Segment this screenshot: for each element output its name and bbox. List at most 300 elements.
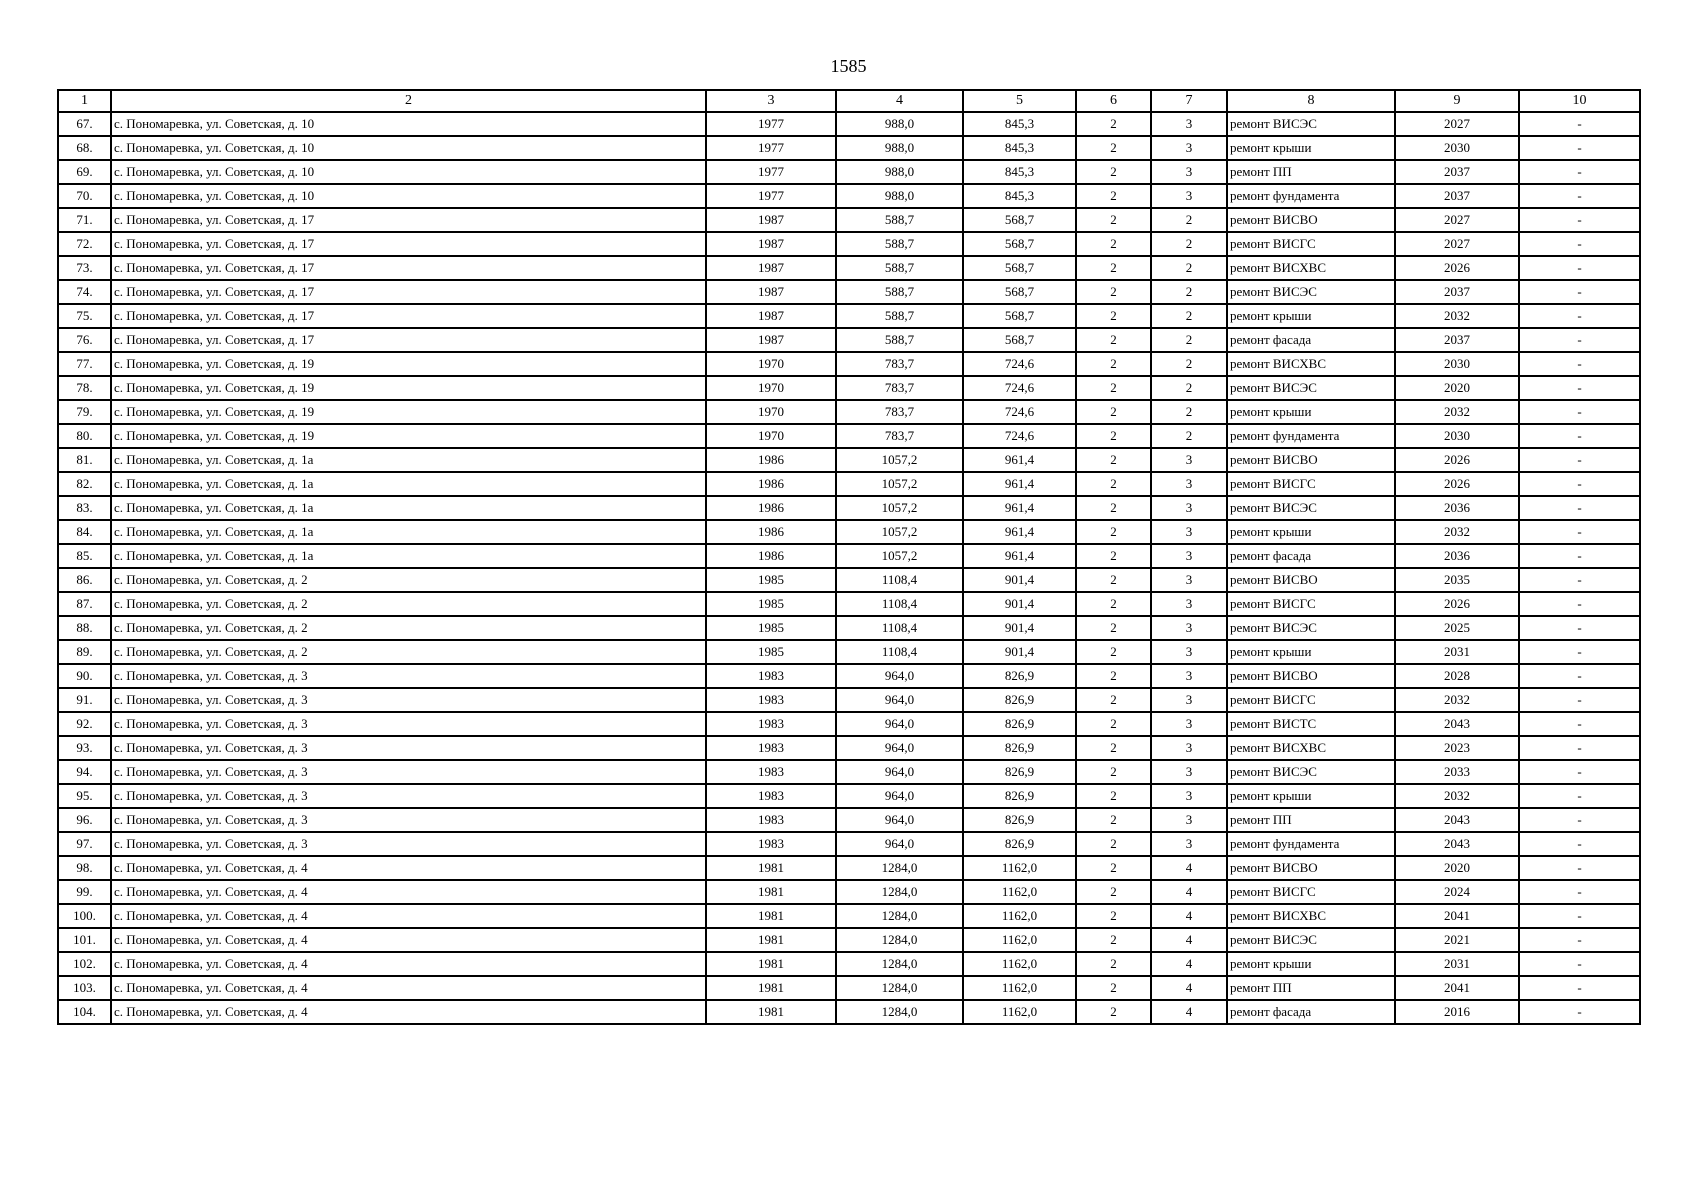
cell-row-number: 90.	[58, 664, 111, 688]
cell-year-built: 1986	[706, 496, 836, 520]
cell-total-area: 588,7	[836, 256, 963, 280]
table-row	[58, 640, 1640, 664]
cell-year-built: 1986	[706, 472, 836, 496]
cell-row-number: 68.	[58, 136, 111, 160]
cell-address: с. Пономаревка, ул. Советская, д. 17	[111, 208, 706, 232]
cell-year-built: 1981	[706, 952, 836, 976]
cell-work-type: ремонт ВИСГС	[1227, 880, 1395, 904]
cell-note: -	[1519, 544, 1640, 568]
cell-work-type: ремонт ВИСГС	[1227, 232, 1395, 256]
cell-note: -	[1519, 880, 1640, 904]
cell-row-number: 102.	[58, 952, 111, 976]
cell-address: с. Пономаревка, ул. Советская, д. 1а	[111, 448, 706, 472]
cell-row-number: 85.	[58, 544, 111, 568]
cell-floors: 2	[1076, 904, 1151, 928]
cell-work-type: ремонт ПП	[1227, 808, 1395, 832]
cell-entrances: 3	[1151, 160, 1227, 184]
cell-planned-year: 2041	[1395, 976, 1519, 1000]
cell-planned-year: 2032	[1395, 400, 1519, 424]
cell-note: -	[1519, 712, 1640, 736]
cell-row-number: 100.	[58, 904, 111, 928]
table-row	[58, 568, 1640, 592]
cell-address: с. Пономаревка, ул. Советская, д. 3	[111, 688, 706, 712]
cell-floors: 2	[1076, 208, 1151, 232]
cell-planned-year: 2031	[1395, 640, 1519, 664]
cell-living-area: 961,4	[963, 520, 1076, 544]
cell-planned-year: 2021	[1395, 928, 1519, 952]
cell-entrances: 4	[1151, 952, 1227, 976]
cell-entrances: 3	[1151, 760, 1227, 784]
cell-work-type: ремонт ВИСЭС	[1227, 496, 1395, 520]
cell-entrances: 3	[1151, 112, 1227, 136]
cell-address: с. Пономаревка, ул. Советская, д. 4	[111, 928, 706, 952]
cell-work-type: ремонт фасада	[1227, 1000, 1395, 1024]
cell-address: с. Пономаревка, ул. Советская, д. 1а	[111, 472, 706, 496]
cell-note: -	[1519, 160, 1640, 184]
table-row	[58, 1000, 1640, 1024]
cell-entrances: 3	[1151, 568, 1227, 592]
cell-address: с. Пономаревка, ул. Советская, д. 10	[111, 136, 706, 160]
cell-floors: 2	[1076, 160, 1151, 184]
cell-row-number: 94.	[58, 760, 111, 784]
table-row	[58, 712, 1640, 736]
cell-address: с. Пономаревка, ул. Советская, д. 1а	[111, 520, 706, 544]
table-header	[58, 90, 1640, 112]
cell-note: -	[1519, 760, 1640, 784]
cell-entrances: 2	[1151, 208, 1227, 232]
cell-floors: 2	[1076, 712, 1151, 736]
cell-living-area: 901,4	[963, 568, 1076, 592]
cell-entrances: 3	[1151, 472, 1227, 496]
cell-floors: 2	[1076, 736, 1151, 760]
cell-note: -	[1519, 520, 1640, 544]
cell-living-area: 568,7	[963, 304, 1076, 328]
cell-work-type: ремонт ВИСЭС	[1227, 112, 1395, 136]
cell-floors: 2	[1076, 568, 1151, 592]
cell-living-area: 568,7	[963, 232, 1076, 256]
cell-living-area: 961,4	[963, 496, 1076, 520]
cell-work-type: ремонт крыши	[1227, 400, 1395, 424]
cell-row-number: 77.	[58, 352, 111, 376]
cell-living-area: 826,9	[963, 688, 1076, 712]
cell-year-built: 1981	[706, 928, 836, 952]
cell-floors: 2	[1076, 112, 1151, 136]
cell-year-built: 1981	[706, 1000, 836, 1024]
column-header-7: 7	[1151, 90, 1227, 112]
table-row	[58, 256, 1640, 280]
cell-planned-year: 2043	[1395, 712, 1519, 736]
table-row	[58, 736, 1640, 760]
cell-row-number: 69.	[58, 160, 111, 184]
cell-planned-year: 2026	[1395, 592, 1519, 616]
cell-entrances: 3	[1151, 736, 1227, 760]
cell-year-built: 1985	[706, 640, 836, 664]
cell-work-type: ремонт ВИСВО	[1227, 568, 1395, 592]
cell-floors: 2	[1076, 760, 1151, 784]
cell-entrances: 4	[1151, 856, 1227, 880]
cell-work-type: ремонт фундамента	[1227, 832, 1395, 856]
cell-note: -	[1519, 304, 1640, 328]
table-row	[58, 880, 1640, 904]
cell-row-number: 71.	[58, 208, 111, 232]
cell-total-area: 588,7	[836, 208, 963, 232]
cell-floors: 2	[1076, 136, 1151, 160]
cell-planned-year: 2030	[1395, 424, 1519, 448]
cell-living-area: 826,9	[963, 760, 1076, 784]
cell-living-area: 1162,0	[963, 856, 1076, 880]
table-row	[58, 304, 1640, 328]
column-header-4: 4	[836, 90, 963, 112]
cell-planned-year: 2032	[1395, 304, 1519, 328]
cell-note: -	[1519, 976, 1640, 1000]
cell-row-number: 79.	[58, 400, 111, 424]
cell-planned-year: 2043	[1395, 808, 1519, 832]
cell-total-area: 1108,4	[836, 592, 963, 616]
cell-entrances: 2	[1151, 280, 1227, 304]
cell-address: с. Пономаревка, ул. Советская, д. 19	[111, 376, 706, 400]
table-body	[58, 112, 1640, 1024]
cell-work-type: ремонт ПП	[1227, 160, 1395, 184]
table-row	[58, 664, 1640, 688]
cell-entrances: 2	[1151, 400, 1227, 424]
cell-row-number: 84.	[58, 520, 111, 544]
cell-row-number: 86.	[58, 568, 111, 592]
table-row	[58, 280, 1640, 304]
cell-work-type: ремонт ВИСВО	[1227, 448, 1395, 472]
cell-total-area: 1108,4	[836, 568, 963, 592]
cell-planned-year: 2037	[1395, 328, 1519, 352]
table-row	[58, 232, 1640, 256]
cell-living-area: 1162,0	[963, 904, 1076, 928]
cell-floors: 2	[1076, 520, 1151, 544]
cell-address: с. Пономаревка, ул. Советская, д. 10	[111, 112, 706, 136]
cell-note: -	[1519, 688, 1640, 712]
cell-row-number: 74.	[58, 280, 111, 304]
cell-planned-year: 2037	[1395, 160, 1519, 184]
cell-row-number: 95.	[58, 784, 111, 808]
cell-address: с. Пономаревка, ул. Советская, д. 17	[111, 232, 706, 256]
cell-floors: 2	[1076, 280, 1151, 304]
cell-entrances: 3	[1151, 784, 1227, 808]
cell-living-area: 961,4	[963, 544, 1076, 568]
cell-total-area: 588,7	[836, 280, 963, 304]
cell-total-area: 588,7	[836, 232, 963, 256]
cell-address: с. Пономаревка, ул. Советская, д. 17	[111, 328, 706, 352]
cell-floors: 2	[1076, 496, 1151, 520]
cell-note: -	[1519, 616, 1640, 640]
cell-total-area: 588,7	[836, 304, 963, 328]
table-row	[58, 904, 1640, 928]
table-row	[58, 544, 1640, 568]
cell-floors: 2	[1076, 664, 1151, 688]
cell-address: с. Пономаревка, ул. Советская, д. 2	[111, 592, 706, 616]
cell-total-area: 1108,4	[836, 616, 963, 640]
repair-schedule-table	[57, 89, 1641, 1025]
cell-floors: 2	[1076, 256, 1151, 280]
cell-work-type: ремонт крыши	[1227, 784, 1395, 808]
cell-year-built: 1986	[706, 520, 836, 544]
cell-total-area: 1057,2	[836, 544, 963, 568]
cell-note: -	[1519, 784, 1640, 808]
cell-living-area: 724,6	[963, 352, 1076, 376]
cell-note: -	[1519, 736, 1640, 760]
cell-note: -	[1519, 232, 1640, 256]
cell-year-built: 1986	[706, 544, 836, 568]
cell-note: -	[1519, 904, 1640, 928]
cell-row-number: 99.	[58, 880, 111, 904]
cell-work-type: ремонт ВИСГС	[1227, 688, 1395, 712]
cell-living-area: 901,4	[963, 592, 1076, 616]
cell-year-built: 1983	[706, 760, 836, 784]
cell-year-built: 1987	[706, 208, 836, 232]
cell-year-built: 1985	[706, 616, 836, 640]
cell-entrances: 3	[1151, 832, 1227, 856]
cell-planned-year: 2031	[1395, 952, 1519, 976]
table-row	[58, 784, 1640, 808]
table-row	[58, 688, 1640, 712]
cell-total-area: 964,0	[836, 664, 963, 688]
cell-work-type: ремонт ВИСГС	[1227, 592, 1395, 616]
cell-floors: 2	[1076, 592, 1151, 616]
cell-row-number: 93.	[58, 736, 111, 760]
cell-total-area: 1057,2	[836, 472, 963, 496]
column-header-10: 10	[1519, 90, 1640, 112]
cell-address: с. Пономаревка, ул. Советская, д. 4	[111, 880, 706, 904]
cell-work-type: ремонт ВИСЭС	[1227, 376, 1395, 400]
cell-address: с. Пономаревка, ул. Советская, д. 17	[111, 304, 706, 328]
cell-living-area: 961,4	[963, 472, 1076, 496]
cell-planned-year: 2027	[1395, 208, 1519, 232]
cell-entrances: 4	[1151, 928, 1227, 952]
table-row	[58, 976, 1640, 1000]
cell-living-area: 568,7	[963, 256, 1076, 280]
cell-work-type: ремонт ВИСГС	[1227, 472, 1395, 496]
cell-address: с. Пономаревка, ул. Советская, д. 4	[111, 904, 706, 928]
cell-total-area: 783,7	[836, 376, 963, 400]
cell-planned-year: 2037	[1395, 280, 1519, 304]
cell-floors: 2	[1076, 472, 1151, 496]
cell-year-built: 1981	[706, 904, 836, 928]
cell-address: с. Пономаревка, ул. Советская, д. 4	[111, 856, 706, 880]
cell-living-area: 1162,0	[963, 1000, 1076, 1024]
cell-row-number: 80.	[58, 424, 111, 448]
table-row	[58, 856, 1640, 880]
column-header-6: 6	[1076, 90, 1151, 112]
cell-living-area: 845,3	[963, 136, 1076, 160]
cell-living-area: 724,6	[963, 376, 1076, 400]
cell-living-area: 568,7	[963, 328, 1076, 352]
cell-total-area: 588,7	[836, 328, 963, 352]
cell-work-type: ремонт ВИСЭС	[1227, 616, 1395, 640]
cell-year-built: 1977	[706, 136, 836, 160]
cell-living-area: 724,6	[963, 400, 1076, 424]
cell-total-area: 964,0	[836, 688, 963, 712]
cell-note: -	[1519, 1000, 1640, 1024]
cell-floors: 2	[1076, 304, 1151, 328]
cell-total-area: 1284,0	[836, 856, 963, 880]
table-row	[58, 112, 1640, 136]
cell-living-area: 826,9	[963, 832, 1076, 856]
cell-year-built: 1977	[706, 112, 836, 136]
cell-row-number: 88.	[58, 616, 111, 640]
table-row	[58, 160, 1640, 184]
cell-total-area: 1057,2	[836, 496, 963, 520]
cell-address: с. Пономаревка, ул. Советская, д. 4	[111, 952, 706, 976]
cell-total-area: 1284,0	[836, 952, 963, 976]
cell-total-area: 964,0	[836, 784, 963, 808]
cell-row-number: 72.	[58, 232, 111, 256]
cell-address: с. Пономаревка, ул. Советская, д. 10	[111, 184, 706, 208]
cell-planned-year: 2033	[1395, 760, 1519, 784]
cell-year-built: 1983	[706, 736, 836, 760]
cell-living-area: 901,4	[963, 616, 1076, 640]
table-row	[58, 400, 1640, 424]
cell-total-area: 1284,0	[836, 904, 963, 928]
cell-work-type: ремонт ВИСХВС	[1227, 736, 1395, 760]
cell-living-area: 826,9	[963, 784, 1076, 808]
cell-address: с. Пономаревка, ул. Советская, д. 3	[111, 712, 706, 736]
cell-floors: 2	[1076, 808, 1151, 832]
table-row	[58, 208, 1640, 232]
cell-row-number: 67.	[58, 112, 111, 136]
cell-entrances: 3	[1151, 592, 1227, 616]
cell-row-number: 81.	[58, 448, 111, 472]
cell-row-number: 78.	[58, 376, 111, 400]
page-number: 1585	[830, 56, 867, 76]
cell-address: с. Пономаревка, ул. Советская, д. 10	[111, 160, 706, 184]
table-row	[58, 832, 1640, 856]
cell-work-type: ремонт фундамента	[1227, 424, 1395, 448]
cell-year-built: 1970	[706, 352, 836, 376]
table-row	[58, 616, 1640, 640]
cell-entrances: 3	[1151, 688, 1227, 712]
cell-address: с. Пономаревка, ул. Советская, д. 19	[111, 424, 706, 448]
cell-year-built: 1970	[706, 400, 836, 424]
cell-row-number: 98.	[58, 856, 111, 880]
cell-planned-year: 2036	[1395, 496, 1519, 520]
cell-year-built: 1981	[706, 976, 836, 1000]
cell-planned-year: 2027	[1395, 232, 1519, 256]
cell-entrances: 4	[1151, 880, 1227, 904]
cell-work-type: ремонт ВИСХВС	[1227, 352, 1395, 376]
cell-entrances: 2	[1151, 256, 1227, 280]
cell-note: -	[1519, 496, 1640, 520]
cell-year-built: 1987	[706, 304, 836, 328]
cell-address: с. Пономаревка, ул. Советская, д. 17	[111, 256, 706, 280]
cell-work-type: ремонт крыши	[1227, 304, 1395, 328]
cell-living-area: 568,7	[963, 280, 1076, 304]
cell-row-number: 83.	[58, 496, 111, 520]
cell-year-built: 1970	[706, 376, 836, 400]
cell-work-type: ремонт фасада	[1227, 328, 1395, 352]
cell-entrances: 3	[1151, 136, 1227, 160]
cell-address: с. Пономаревка, ул. Советская, д. 2	[111, 640, 706, 664]
cell-living-area: 901,4	[963, 640, 1076, 664]
table-row	[58, 448, 1640, 472]
cell-entrances: 3	[1151, 448, 1227, 472]
cell-year-built: 1987	[706, 232, 836, 256]
cell-work-type: ремонт крыши	[1227, 520, 1395, 544]
cell-note: -	[1519, 376, 1640, 400]
cell-total-area: 964,0	[836, 736, 963, 760]
cell-floors: 2	[1076, 400, 1151, 424]
cell-total-area: 1284,0	[836, 1000, 963, 1024]
cell-row-number: 70.	[58, 184, 111, 208]
cell-floors: 2	[1076, 880, 1151, 904]
cell-planned-year: 2035	[1395, 568, 1519, 592]
cell-work-type: ремонт ПП	[1227, 976, 1395, 1000]
cell-living-area: 1162,0	[963, 928, 1076, 952]
cell-work-type: ремонт ВИСХВС	[1227, 904, 1395, 928]
cell-note: -	[1519, 352, 1640, 376]
cell-entrances: 2	[1151, 328, 1227, 352]
table-row	[58, 424, 1640, 448]
column-header-9: 9	[1395, 90, 1519, 112]
cell-floors: 2	[1076, 328, 1151, 352]
cell-entrances: 4	[1151, 1000, 1227, 1024]
cell-living-area: 1162,0	[963, 880, 1076, 904]
cell-floors: 2	[1076, 232, 1151, 256]
cell-entrances: 4	[1151, 904, 1227, 928]
cell-address: с. Пономаревка, ул. Советская, д. 19	[111, 352, 706, 376]
cell-floors: 2	[1076, 352, 1151, 376]
cell-floors: 2	[1076, 952, 1151, 976]
table-row	[58, 472, 1640, 496]
header-row	[58, 90, 1640, 112]
cell-planned-year: 2027	[1395, 112, 1519, 136]
cell-total-area: 1057,2	[836, 448, 963, 472]
column-header-1: 1	[58, 90, 111, 112]
cell-entrances: 2	[1151, 352, 1227, 376]
table-row	[58, 328, 1640, 352]
cell-living-area: 724,6	[963, 424, 1076, 448]
cell-row-number: 104.	[58, 1000, 111, 1024]
cell-work-type: ремонт ВИСВО	[1227, 208, 1395, 232]
cell-planned-year: 2032	[1395, 520, 1519, 544]
cell-entrances: 3	[1151, 640, 1227, 664]
cell-floors: 2	[1076, 640, 1151, 664]
cell-note: -	[1519, 928, 1640, 952]
cell-row-number: 89.	[58, 640, 111, 664]
cell-address: с. Пономаревка, ул. Советская, д. 1а	[111, 496, 706, 520]
cell-year-built: 1985	[706, 568, 836, 592]
cell-planned-year: 2043	[1395, 832, 1519, 856]
cell-work-type: ремонт ВИСЭС	[1227, 280, 1395, 304]
cell-year-built: 1981	[706, 880, 836, 904]
cell-row-number: 75.	[58, 304, 111, 328]
cell-entrances: 2	[1151, 232, 1227, 256]
column-header-2: 2	[111, 90, 706, 112]
cell-total-area: 988,0	[836, 184, 963, 208]
cell-address: с. Пономаревка, ул. Советская, д. 17	[111, 280, 706, 304]
table-row	[58, 760, 1640, 784]
cell-year-built: 1983	[706, 712, 836, 736]
cell-year-built: 1983	[706, 664, 836, 688]
cell-address: с. Пономаревка, ул. Советская, д. 1а	[111, 544, 706, 568]
cell-planned-year: 2020	[1395, 376, 1519, 400]
cell-note: -	[1519, 136, 1640, 160]
table-row	[58, 376, 1640, 400]
table-row	[58, 184, 1640, 208]
cell-note: -	[1519, 280, 1640, 304]
cell-living-area: 568,7	[963, 208, 1076, 232]
cell-planned-year: 2030	[1395, 136, 1519, 160]
cell-work-type: ремонт фундамента	[1227, 184, 1395, 208]
column-header-3: 3	[706, 90, 836, 112]
cell-entrances: 3	[1151, 664, 1227, 688]
cell-note: -	[1519, 808, 1640, 832]
cell-address: с. Пономаревка, ул. Советская, д. 3	[111, 760, 706, 784]
